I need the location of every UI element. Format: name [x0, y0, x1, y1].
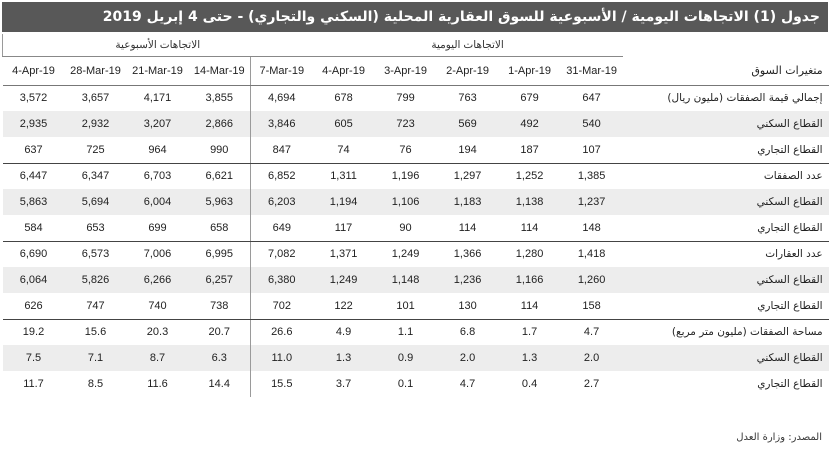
daily-value-cell: 6.8 — [437, 319, 499, 345]
weekly-group-header: الاتجاهات الأسبوعية — [3, 34, 313, 56]
weekly-value-cell: 2,935 — [3, 111, 65, 137]
weekly-value-cell: 653 — [65, 215, 127, 241]
daily-value-cell: 194 — [437, 137, 499, 163]
weekly-value-cell: 6,203 — [251, 189, 313, 215]
daily-value-cell: 1.3 — [313, 345, 375, 371]
row-label: القطاع التجاري — [623, 293, 829, 319]
daily-value-cell: 117 — [313, 215, 375, 241]
weekly-value-cell: 6,703 — [127, 163, 189, 189]
weekly-column-header: 4-Apr-19 — [3, 56, 65, 85]
daily-value-cell: 1,194 — [313, 189, 375, 215]
daily-column-header: 3-Apr-19 — [375, 56, 437, 85]
row-label: القطاع السكني — [623, 345, 829, 371]
weekly-value-cell: 990 — [189, 137, 251, 163]
daily-value-cell: 605 — [313, 111, 375, 137]
daily-value-cell: 1,297 — [437, 163, 499, 189]
weekly-value-cell: 5,826 — [65, 267, 127, 293]
weekly-value-cell: 747 — [65, 293, 127, 319]
weekly-value-cell: 738 — [189, 293, 251, 319]
weekly-value-cell: 847 — [251, 137, 313, 163]
weekly-value-cell: 626 — [3, 293, 65, 319]
daily-value-cell: 1,106 — [375, 189, 437, 215]
daily-value-cell: 1,371 — [313, 241, 375, 267]
weekly-value-cell: 6,621 — [189, 163, 251, 189]
weekly-value-cell: 11.0 — [251, 345, 313, 371]
daily-value-cell: 1,260 — [561, 267, 623, 293]
table-row — [3, 85, 829, 111]
weekly-value-cell: 15.5 — [251, 371, 313, 397]
market-trends-table — [2, 34, 829, 397]
weekly-value-cell: 6,004 — [127, 189, 189, 215]
table-title: جدول (1) الاتجاهات اليومية / الأسبوعية للسوق العقارية المحلية (السكني والتجاري) - حتى 4 إبريل 2019 — [2, 2, 828, 32]
daily-value-cell: 1.3 — [499, 345, 561, 371]
daily-value-cell: 723 — [375, 111, 437, 137]
daily-value-cell: 101 — [375, 293, 437, 319]
weekly-value-cell: 6,380 — [251, 267, 313, 293]
daily-value-cell: 1,138 — [499, 189, 561, 215]
daily-value-cell: 540 — [561, 111, 623, 137]
daily-value-cell: 107 — [561, 137, 623, 163]
daily-value-cell: 1,311 — [313, 163, 375, 189]
daily-value-cell: 2.7 — [583, 378, 600, 390]
daily-value-cell: 148 — [561, 215, 623, 241]
weekly-value-cell: 7,006 — [127, 241, 189, 267]
weekly-value-cell: 637 — [3, 137, 65, 163]
daily-value-cell: 1,385 — [561, 163, 623, 189]
daily-value-cell: 647 — [582, 92, 601, 105]
daily-value-cell: 2.0 — [561, 345, 623, 371]
daily-value-cell: 569 — [437, 111, 499, 137]
weekly-value-cell: 7.5 — [3, 345, 65, 371]
daily-value-cell: 0.4 — [521, 378, 538, 390]
daily-group-header: الاتجاهات اليومية — [313, 34, 623, 56]
weekly-value-cell: 3,657 — [81, 92, 110, 105]
weekly-value-cell: 26.6 — [251, 319, 313, 345]
weekly-value-cell: 6,266 — [127, 267, 189, 293]
table-row — [3, 137, 829, 163]
weekly-value-cell: 3,846 — [251, 111, 313, 137]
daily-column-header: 4-Apr-19 — [313, 56, 375, 85]
weekly-column-header: 14-Mar-19 — [189, 56, 251, 85]
daily-value-cell: 4.7 — [561, 319, 623, 345]
group-header-spacer — [623, 34, 829, 56]
daily-value-cell: 3.7 — [335, 378, 352, 390]
weekly-value-cell: 5,863 — [3, 189, 65, 215]
weekly-value-cell: 6,447 — [3, 163, 65, 189]
weekly-value-cell: 15.6 — [65, 319, 127, 345]
daily-value-cell: 1.7 — [499, 319, 561, 345]
daily-value-cell: 0.1 — [397, 378, 414, 390]
weekly-value-cell: 5,963 — [189, 189, 251, 215]
daily-value-cell: 187 — [499, 137, 561, 163]
weekly-value-cell: 740 — [127, 293, 189, 319]
daily-value-cell: 679 — [520, 92, 539, 105]
weekly-value-cell: 11.6 — [147, 378, 168, 390]
row-label: القطاع التجاري — [623, 137, 829, 163]
daily-value-cell: 4.7 — [459, 378, 476, 390]
table-row — [3, 371, 829, 397]
indicator-column-header: متغيرات السوق — [623, 56, 829, 85]
weekly-value-cell: 4,171 — [143, 92, 172, 105]
group-header-row — [3, 34, 829, 56]
weekly-value-cell: 964 — [127, 137, 189, 163]
daily-value-cell: 1,237 — [561, 189, 623, 215]
row-label: القطاع السكني — [623, 189, 829, 215]
row-label: مساحة الصفقات (مليون متر مربع) — [623, 319, 829, 345]
weekly-value-cell: 20.7 — [189, 319, 251, 345]
weekly-value-cell: 6,690 — [3, 241, 65, 267]
daily-value-cell: 2.0 — [437, 345, 499, 371]
weekly-value-cell: 8.7 — [127, 345, 189, 371]
daily-value-cell: 763 — [458, 92, 477, 105]
row-label: القطاع السكني — [623, 111, 829, 137]
row-label: القطاع التجاري — [757, 378, 823, 390]
weekly-column-header: 7-Mar-19 — [251, 56, 313, 85]
weekly-value-cell: 7.1 — [65, 345, 127, 371]
weekly-value-cell: 584 — [3, 215, 65, 241]
daily-value-cell: 1,249 — [375, 241, 437, 267]
daily-value-cell: 4.9 — [313, 319, 375, 345]
daily-value-cell: 76 — [375, 137, 437, 163]
row-label: القطاع السكني — [623, 267, 829, 293]
row-label: القطاع التجاري — [623, 215, 829, 241]
weekly-column-header: 21-Mar-19 — [127, 56, 189, 85]
daily-value-cell: 1,236 — [437, 267, 499, 293]
weekly-value-cell: 2,932 — [65, 111, 127, 137]
row-label: عدد العقارات — [623, 241, 829, 267]
daily-value-cell: 90 — [375, 215, 437, 241]
table-row — [3, 111, 829, 137]
weekly-value-cell: 3,572 — [19, 92, 48, 105]
weekly-value-cell: 3,855 — [205, 92, 234, 105]
table-row — [3, 319, 829, 345]
weekly-value-cell: 6.3 — [189, 345, 251, 371]
daily-value-cell: 114 — [499, 215, 561, 241]
daily-value-cell: 74 — [313, 137, 375, 163]
daily-value-cell: 114 — [499, 293, 561, 319]
daily-value-cell: 130 — [437, 293, 499, 319]
daily-value-cell: 678 — [334, 92, 353, 105]
daily-value-cell: 1,418 — [561, 241, 623, 267]
table-row — [3, 215, 829, 241]
weekly-value-cell: 7,082 — [251, 241, 313, 267]
daily-value-cell: 114 — [437, 215, 499, 241]
weekly-value-cell: 20.3 — [127, 319, 189, 345]
weekly-value-cell: 14.4 — [208, 378, 230, 390]
table-row — [3, 241, 829, 267]
daily-value-cell: 1,183 — [437, 189, 499, 215]
table-row — [3, 163, 829, 189]
daily-value-cell: 1,366 — [437, 241, 499, 267]
weekly-value-cell: 6,347 — [65, 163, 127, 189]
daily-column-header: 2-Apr-19 — [437, 56, 499, 85]
weekly-value-cell: 8.5 — [87, 378, 104, 390]
daily-value-cell: 122 — [313, 293, 375, 319]
weekly-value-cell: 4,694 — [251, 85, 313, 111]
table-row — [3, 293, 829, 319]
daily-value-cell: 492 — [499, 111, 561, 137]
row-label: عدد الصفقات — [623, 163, 829, 189]
weekly-value-cell: 6,064 — [3, 267, 65, 293]
weekly-value-cell: 725 — [65, 137, 127, 163]
daily-value-cell: 1,280 — [499, 241, 561, 267]
weekly-value-cell: 6,573 — [65, 241, 127, 267]
weekly-value-cell: 699 — [127, 215, 189, 241]
daily-value-cell: 799 — [396, 92, 415, 105]
table-row — [3, 267, 829, 293]
row-label: إجمالي قيمة الصفقات (مليون ريال) — [667, 92, 823, 105]
column-header-row — [3, 56, 829, 85]
weekly-value-cell: 649 — [251, 215, 313, 241]
weekly-value-cell: 6,995 — [189, 241, 251, 267]
weekly-value-cell: 5,694 — [65, 189, 127, 215]
weekly-value-cell: 11.7 — [23, 378, 44, 390]
daily-value-cell: 1,252 — [499, 163, 561, 189]
daily-value-cell: 0.9 — [375, 345, 437, 371]
weekly-value-cell: 3,207 — [127, 111, 189, 137]
daily-column-header: 31-Mar-19 — [561, 56, 623, 85]
table-row — [3, 189, 829, 215]
weekly-value-cell: 658 — [189, 215, 251, 241]
weekly-value-cell: 702 — [251, 293, 313, 319]
daily-value-cell: 1.1 — [375, 319, 437, 345]
daily-value-cell: 1,166 — [499, 267, 561, 293]
daily-value-cell: 1,249 — [313, 267, 375, 293]
daily-column-header: 1-Apr-19 — [499, 56, 561, 85]
daily-value-cell: 1,148 — [375, 267, 437, 293]
weekly-column-header: 28-Mar-19 — [65, 56, 127, 85]
weekly-value-cell: 19.2 — [3, 319, 65, 345]
weekly-value-cell: 2,866 — [189, 111, 251, 137]
weekly-value-cell: 6,852 — [251, 163, 313, 189]
source-note: المصدر: وزارة العدل — [736, 432, 822, 443]
daily-value-cell: 158 — [561, 293, 623, 319]
daily-value-cell: 1,196 — [375, 163, 437, 189]
table-row — [3, 345, 829, 371]
weekly-value-cell: 6,257 — [189, 267, 251, 293]
